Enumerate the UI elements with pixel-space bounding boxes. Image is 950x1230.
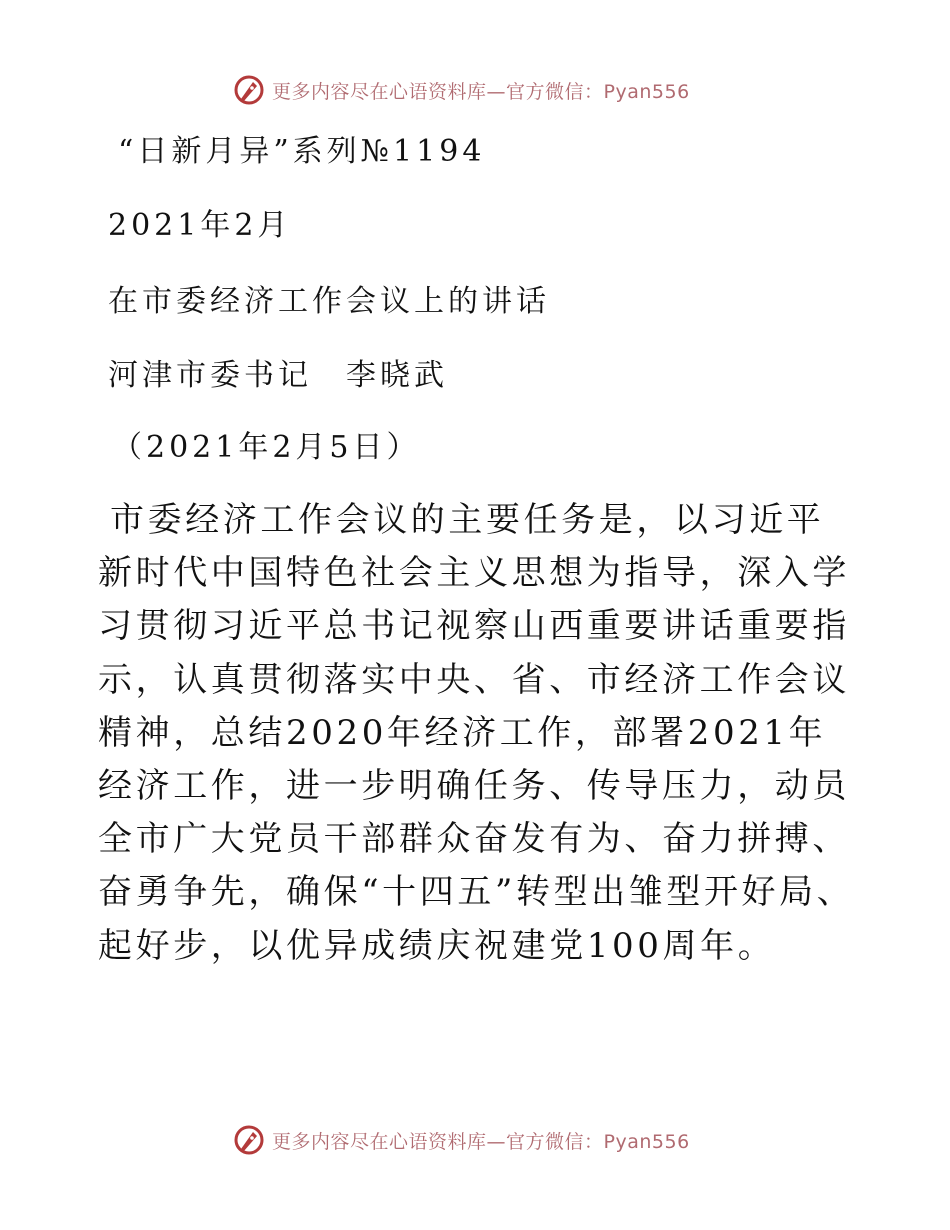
watermark-text: 更多内容尽在心语资料库—官方微信：Pyan556 xyxy=(272,1130,690,1153)
speech-title: 在市委经济工作会议上的讲话 xyxy=(108,284,550,319)
pen-nib-logo-icon xyxy=(232,1123,266,1157)
body-paragraph-text: 市委经济工作会议的主要任务是，以习近平新时代中国特色社会主义思想为指导，深入学习贯彻习近平总书记视察山西重要讲话重要指示，认真贯彻落实中央、省、市经济工作会议精神，总结2020年经济工作，部署2021年经济工作，进一步明确任务、传导压力，动员全市广大党员干部群众奋发有为、奋力拼搏、奋勇争先，确保“十四五”转型出雏型开好局、起好步，以优异成绩庆祝建党100周年。 xyxy=(98,500,855,966)
series-number: “日新月异”系列№1194 xyxy=(118,134,486,169)
watermark-text: 更多内容尽在心语资料库—官方微信：Pyan556 xyxy=(272,80,690,103)
body-paragraph xyxy=(98,494,858,973)
watermark-banner-top xyxy=(232,70,690,110)
speech-date: （2021年2月5日） xyxy=(112,430,421,465)
speech-author: 河津市委书记 李晓武 xyxy=(108,358,448,393)
watermark-banner-bottom xyxy=(232,1120,690,1160)
pen-nib-logo-icon xyxy=(232,73,266,107)
issue-date: 2021年2月 xyxy=(108,208,292,243)
